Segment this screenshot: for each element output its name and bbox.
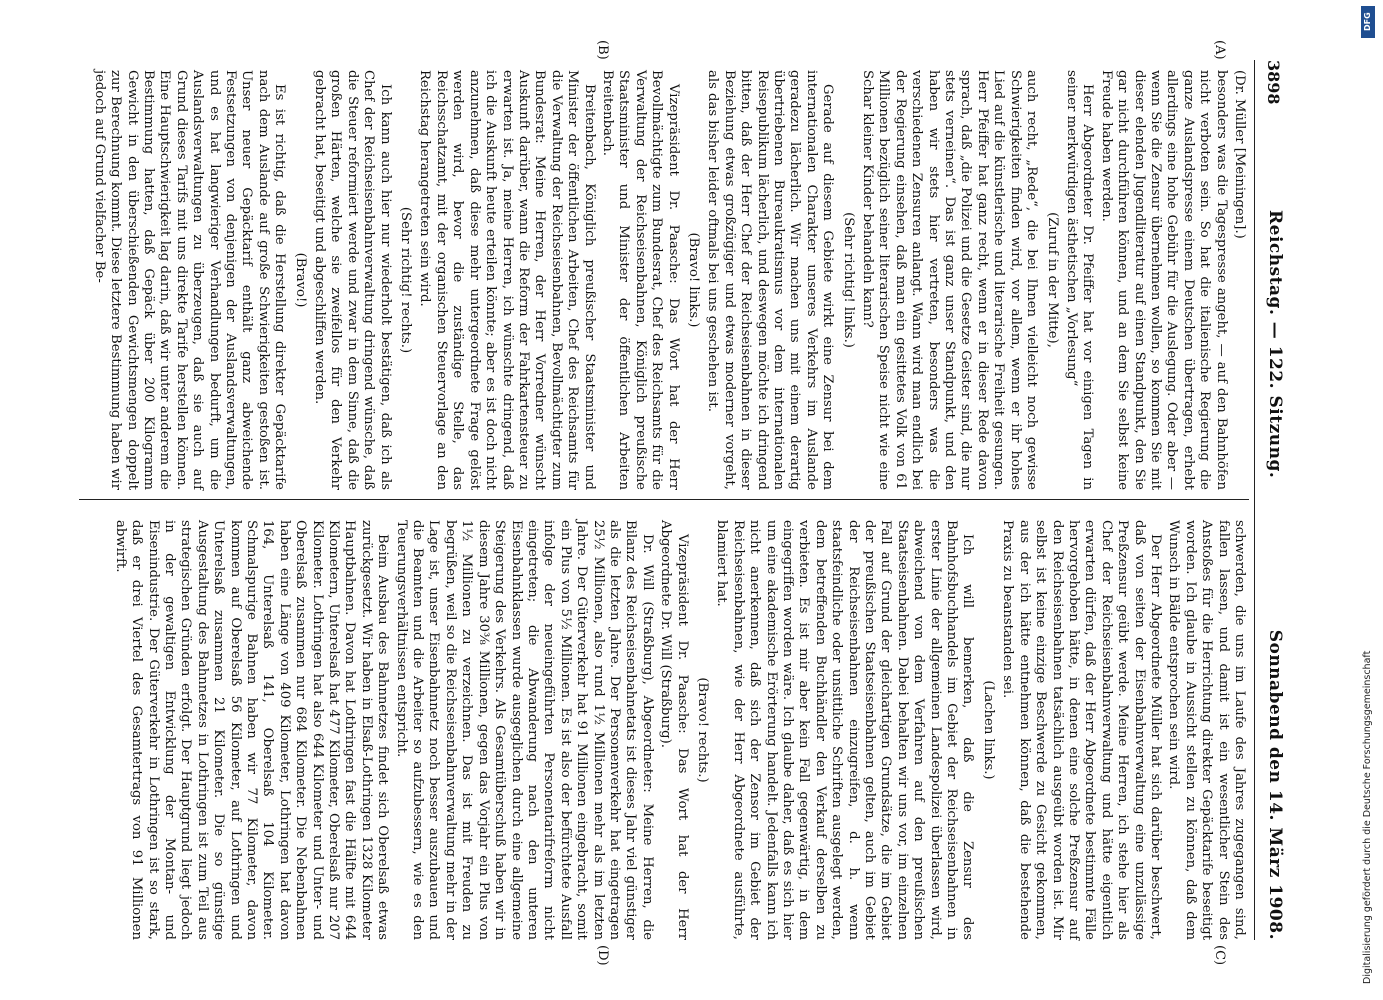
session-date: Sonnabend den 14. März 1908. bbox=[1265, 629, 1285, 940]
page-number: 3898 bbox=[1264, 60, 1283, 105]
margin-marker-c: (C) bbox=[1212, 945, 1227, 966]
session-title: Reichstag. — 122. Sitzung. bbox=[1265, 210, 1285, 479]
document-page bbox=[35, 0, 1325, 1000]
interjection: (Bravo! rechts.) bbox=[695, 677, 710, 783]
paragraph: Beim Ausbau des Bahnnetzes findet sich Oberelsaß etwas zurückgesetzt. Wir haben in Elsaß-Lothringen 1328 Kilometer Hauptbahnen. Davon hat Lothringen fast die Hälfte mit 644 Kilometern, Unterelsaß hat 477 Kilometer, Oberelsaß nur 207 Kilometer. Lothringen hat also 644 Kilometer und Unter- und Oberelsaß zusammen nur 684 Kilometer. Die Nebenbahnen haben eine Länge von 409 Kilometer, Lothringen hat davon 164, Unterelsaß 141, Oberelsaß 104 Kilometer. Schmalspurige Bahnen haben wir 77 Kilometer, davon kommen auf Oberelsaß 56 Kilometer, auf Lothringen und Unterelsaß zusammen 21 Kilometer. Die so günstige Ausgestaltung des Bahnnetzes in Lothringen ist zum Teil aus strategischen Gründen erfolgt. Der Hauptgrund liegt jedoch in der gewaltigen Entwicklung der Montan- und Eisenindustrie. Der Güterverkehr in Lothringen ist so stark, daß er drei Viertel des Gesamtertrags von 91 Millionen abwirft. bbox=[112, 520, 391, 940]
margin-marker-d: (D) bbox=[595, 945, 610, 966]
left-column bbox=[88, 70, 1247, 490]
margin-marker-b: (B) bbox=[595, 40, 610, 60]
paragraph: besonders was die Tagespresse angeht, — auf den Bahnhöfen nicht verboten sein. So hat die italienische Regierung die ganze Auslandspresse einem Deutschen übertragen, erhebt allerdings eine hohe Gebühr für die Auslegung. Oder aber — wenn Sie die Zensur übernehmen wollen, so kommen Sie mit dieser elenden Jugendliteratur auf einen Standpunkt, den Sie gar nicht durchführen können, und an dem Sie selbst keine Freude haben werden. bbox=[1098, 70, 1229, 490]
running-header bbox=[1259, 60, 1287, 940]
interjection: (Sehr richtig! links.) bbox=[840, 212, 856, 348]
paragraph: Es ist richtig, daß die Herstellung direkter Gepäcktarife nach dem Auslande auf große Schwierigkeiten gestoßen ist. Unser neuer Gepäcktarif enthält ganz abweichende Festsetzungen von denjenigen der Auslandsverwaltungen, und es hat langwieriger Verhandlungen bedurft, um die Auslandsverwaltungen zu überzeugen, daß sie auch auf Grund dieses Tarifs mit uns direkte Tarife herstellen können. Eine Hauptschwierigkeit lag darin, daß wir unter anderem die Bestimmung hatten, daß Gepäck über 200 Kilogramm Gewicht in den überschießenden Gewichtsmengen doppelt zur Berechnung kommt. Diese letztere Bestimmung haben wir jedoch auf Grund vielfacher Be- bbox=[91, 70, 288, 490]
paragraph: Der Herr Abgeordnete Müller hat sich darüber beschwert, daß von seiten der Eisenbahnverwaltung eine unzulässige Preßzensur geübt werde. Meine Herren, ich stehe hier als Chef der Reichseisenbahnverwaltung und hätte eigentlich erwarten dürfen, daß der Herr Abgeordnete bestimmte Fälle hervorgehoben hätte, in denen eine solche Preßzensur auf den Reichseisenbahnen tatsächlich ausgeübt worden ist. Mir selbst ist keine einzige Beschwerde zu Gesicht gekommen, aus der ich hätte entnehmen können, daß die bestehende Praxis zu beanstanden sei. bbox=[1000, 520, 1163, 940]
speaker-continuation: (Dr. Müller [Meiningen].) bbox=[1232, 70, 1247, 239]
speech-breitenbach: Breitenbach, Königlich preußischer Staatsminister und Minister der öffentlichen Arbeiten, Chef des Reichsamts für die Verwaltung der Reichseisenbahnen, Bevollmächtigter zum Bundesrat: Meine Herren, der Herr Vorredner wünscht Auskunft darüber, wann die Reform der Fahrkartensteuer zu erwarten ist. Ja, meine Herren, ich wünschte dringend, daß ich die Auskunft heute erteilen könnte; aber es ist doch nicht anzunehmen, daß diese mehr untergeordnete Frage gelöst werden wird, bevor die zuständige Stelle, das Reichsschatzamt, mit der organischen Steuervorlage an den Reichstag herangetreten sein wird. bbox=[417, 70, 597, 490]
right-column bbox=[109, 520, 1247, 940]
column-divider bbox=[79, 499, 1249, 500]
interjection: (Zuruf in der Mitte), bbox=[1044, 212, 1060, 348]
interjection: (Bravo!) bbox=[292, 252, 308, 308]
dfg-logo: DFG bbox=[1361, 6, 1375, 38]
paragraph: Ich will bemerken, daß die Zensur des Bahnhofsbuchhandels im Gebiet der Reichseisenbahnen in erster Linie der allgemeinen Landespolizei überlassen wird, abweichend von dem Verfahren auf den preußischen Staatseisenbahnen. Dabei behalten wir uns vor, im einzelnen Fall auf Grund der gleichartigen Grundsätze, die im Gebiet der preußischen Staatseisenbahnen gelten, auch im Gebiet der Reichseisenbahnen einzugreifen, d. h. wenn staatsfeindliche oder unsittliche Schriften ausgelegt werden, dem betreffenden Buchhändler den Verkauf derselben zu verbieten. Es ist mir aber kein Fall gegenwärtig, in dem eingegriffen worden wäre. Ich glaube daher, daß es sich hier um eine akademische Erörterung handelt. Jedenfalls kann ich nicht anerkennen, daß sich der Zensor im Gebiet der Reichseisenbahnen, wie der Herr Abgeordnete ausführte, blamiert hat. bbox=[714, 520, 976, 940]
chair-announcement: Vizepräsident Dr. Paasche: Das Wort hat der Herr Bevollmächtigte zum Bundesrat, Chef des Reichsamts für die Verwaltung der Reichseisenbahnen, Königlich preußische Staatsminister und Minister der öffentlichen Arbeiten Breitenbach. bbox=[599, 70, 681, 490]
paragraph: Ich kann auch hier nur wiederholt bestätigen, daß ich als Chef der Reichseisenbahnverwaltung dringend wünsche, daß die Steuer reformiert werde und zwar in dem Sinne, daß die großen Härten, welche sie zweifellos für den Verkehr gebracht hat, beseitigt und abgeschliffen werden. bbox=[312, 70, 393, 490]
interjection: (Sehr richtig! rechts.) bbox=[398, 206, 414, 354]
interjection: (Lachen links.) bbox=[980, 680, 996, 780]
speech-will: Dr. Will (Straßburg), Abgeordneter: Meine Herren, die Bilanz des Reichseisenbahnetats ist dieses Jahr viel günstiger als die letzten Jahre. Der Personenverkehr hat eingetragen 25½ Millionen, also rund 1½ Millionen mehr als im letzten Jahre. Der Güterverkehr hat 91 Millionen eingebracht, somit ein Plus von 5½ Millionen. Es ist also der befürchtete Ausfall infolge der neueingeführten Personentarifreform nicht eingetreten; die Abwanderung nach den unteren Eisenbahnklassen wurde ausgeglichen durch eine allgemeine Steigerung des Verkehrs. Als Gesamtüberschuß haben wir in diesem Jahre 30⅜ Millionen, gegen das Vorjahr ein Plus von 1½ Millionen zu verzeichnen. Das ist mit Freuden zu begrüßen, weil so die Reichseisenbahnverwaltung mehr in der Lage ist, unser Eisenbahnnetz noch besser auszubauen und die Beamten und die Arbeiter so aufzubessern, wie es den Teuerungsverhältnissen entspricht. bbox=[393, 520, 655, 940]
paragraph: auch recht, „Rede“, die bei Ihnen vielleicht noch gewisse Schwierigkeiten finden wird, vor allem, wenn er ihr hohes Lied auf die künstlerische und literarische Freiheit gesungen. Herr Pfeiffer hat ganz recht, wenn er in dieser Rede davon sprach, daß „die Polizei und die Gesetze Geister sind, die nur stets verneinen“. Das ist ganz unser Standpunkt, und den haben wir stets hier vertreten, besonders was die verschiedenen Zensuren anlangt. Wann wird man endlich bei der Regierung einsehen, daß man ein gesittetes Volk von 61 Millionen bezüglich seiner literarischen Speise nicht wie eine Schar kleiner Kinder behandeln kann? bbox=[860, 70, 1040, 490]
digitization-note: Digitalisierung gefördert durch die Deutsche Forschungsgemeinschaft bbox=[1362, 650, 1373, 984]
header-rule bbox=[1254, 60, 1255, 940]
paragraph: schwerden, die uns im Laufe des Jahres zugegangen sind, fallen lassen, und damit ist ein wesentlicher Stein des Anstoßes für die Herrichtung direkter Gepäcktarife beseitigt worden. Ich glaube in Aussicht stellen zu können, daß dem Wunsch in Bälde entsprochen sein wird. bbox=[1166, 520, 1247, 940]
paragraph: Herr Abgeordneter Dr. Pfeiffer hat vor einigen Tagen in seiner merkwürdigen ästhetischen „Vorlesung“ bbox=[1063, 70, 1096, 490]
chair-announcement: Vizepräsident Dr. Paasche: Das Wort hat der Herr Abgeordnete Dr. Will (Straßburg). bbox=[658, 520, 690, 940]
margin-marker-a: (A) bbox=[1212, 40, 1227, 60]
paragraph: Gerade auf diesem Gebiete wirkt eine Zensur bei dem internationalen Charakter unseres Verkehrs im Auslande geradezu lächerlich. Wir machen uns mit einem derartig übertriebenen Bureaukratismus vor dem internationalen Reisepublikum lächerlich, und deswegen möchte ich dringend bitten, daß der Herr Chef der Reichseisenbahnen in dieser Beziehung etwas großzügiger und etwas moderner vorgeht, als das bisher leider oftmals bei uns geschehen ist. bbox=[705, 70, 836, 490]
interjection: (Bravo! links.) bbox=[686, 232, 701, 328]
